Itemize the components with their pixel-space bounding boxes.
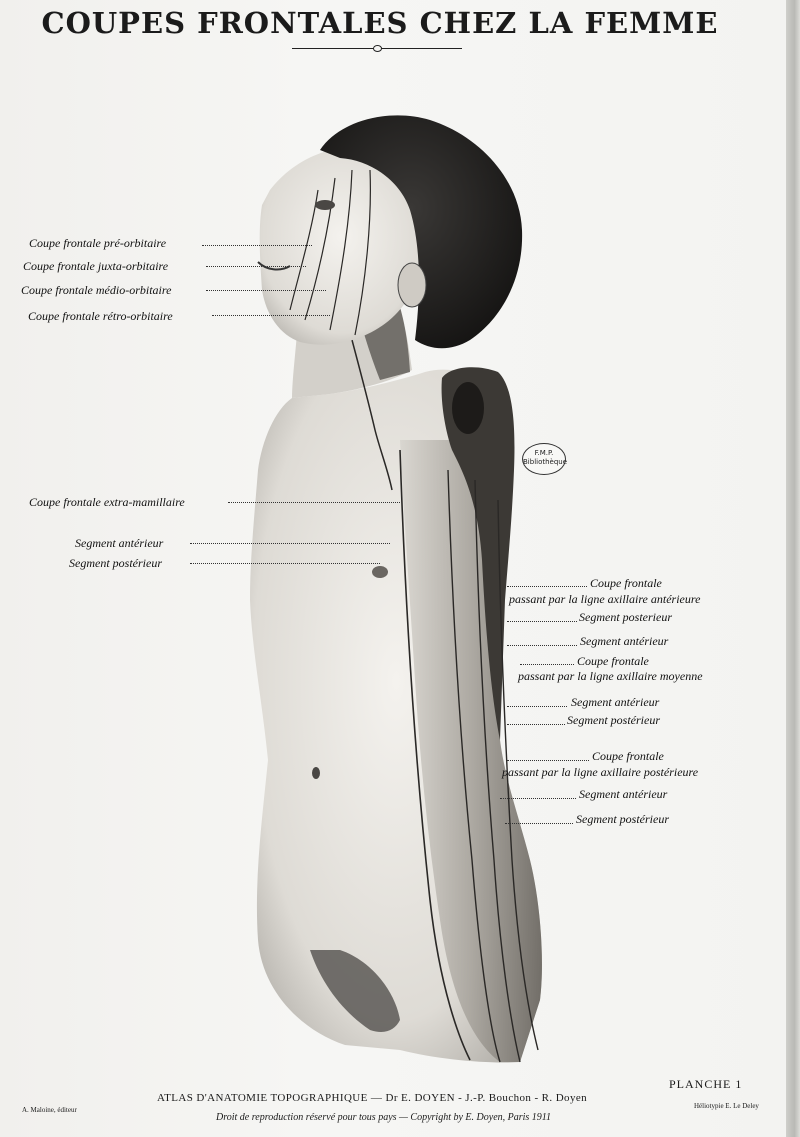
plate-number: PLANCHE 1 — [669, 1077, 743, 1091]
publisher-credit: A. Maloine, éditeur — [22, 1106, 77, 1114]
label-anterior-segment-left: Segment antérieur — [75, 536, 164, 550]
leader-posterior-line — [507, 760, 589, 761]
leader-middle-line-anterior — [507, 706, 567, 707]
label-middle-line-title: Coupe frontale — [577, 654, 649, 668]
label-anterior-line-anterior: Segment antérieur — [580, 634, 669, 648]
label-pre-orbital: Coupe frontale pré-orbitaire — [29, 236, 167, 250]
footer-copyright: Droit de reproduction réservé pour tous pays — Copyright by E. Doyen, Paris 1911 — [216, 1112, 552, 1123]
label-posterior-segment-left: Segment postérieur — [69, 556, 162, 570]
leader-middle-line — [520, 664, 574, 665]
label-posterior-line-title: Coupe frontale — [592, 749, 664, 763]
label-anterior-line-sub: passant par la ligne axillaire antérieure — [509, 592, 701, 606]
label-posterior-line-posterior: Segment postérieur — [576, 812, 669, 826]
label-posterior-line-sub: passant par la ligne axillaire postérieure — [502, 765, 699, 779]
footer-atlas-credit: ATLAS D'ANATOMIE TOPOGRAPHIQUE — Dr E. DOYEN - J.-P. Bouchon - R. Doyen — [157, 1092, 588, 1104]
label-anterior-line-posterior: Segment posterieur — [579, 610, 672, 624]
label-posterior-line-anterior: Segment antérieur — [579, 787, 668, 801]
leader-posterior-line-posterior — [505, 823, 573, 824]
leader-medio-orbital — [206, 290, 326, 291]
stamp-line-2: Bibliothèque — [523, 458, 568, 466]
leader-extra-mamillary — [228, 502, 400, 503]
plate-title: COUPES FRONTALES CHEZ LA FEMME — [41, 6, 719, 40]
leader-anterior-line — [507, 586, 587, 587]
label-middle-line-anterior: Segment antérieur — [571, 695, 660, 709]
eye — [315, 200, 335, 210]
label-middle-line-posterior: Segment postérieur — [567, 713, 660, 727]
shoulder-joint — [452, 382, 484, 434]
label-extra-mamillary: Coupe frontale extra-mamillaire — [29, 495, 185, 509]
leader-posterior-segment-left — [190, 563, 380, 564]
leader-posterior-line-anterior — [500, 798, 576, 799]
ear — [398, 263, 426, 307]
printer-credit: Héliotypie E. Le Deley — [694, 1102, 759, 1110]
label-medio-orbital: Coupe frontale médio-orbitaire — [21, 283, 172, 297]
leader-anterior-line-anterior — [507, 645, 577, 646]
label-middle-line-sub: passant par la ligne axillaire moyenne — [518, 669, 703, 683]
leader-retro-orbital — [212, 315, 330, 316]
navel — [312, 767, 320, 779]
label-anterior-line-title: Coupe frontale — [590, 576, 662, 590]
label-juxta-orbital: Coupe frontale juxta-orbitaire — [23, 259, 169, 273]
leader-pre-orbital — [202, 245, 312, 246]
leader-anterior-line-posterior — [507, 621, 577, 622]
leader-middle-line-posterior — [507, 724, 565, 725]
stamp-line-1: F.M.P. — [534, 449, 554, 457]
leader-juxta-orbital — [206, 266, 306, 267]
library-stamp — [522, 443, 566, 475]
nipple — [372, 566, 388, 578]
label-retro-orbital: Coupe frontale rétro-orbitaire — [28, 309, 173, 323]
leader-anterior-segment-left — [190, 543, 390, 544]
